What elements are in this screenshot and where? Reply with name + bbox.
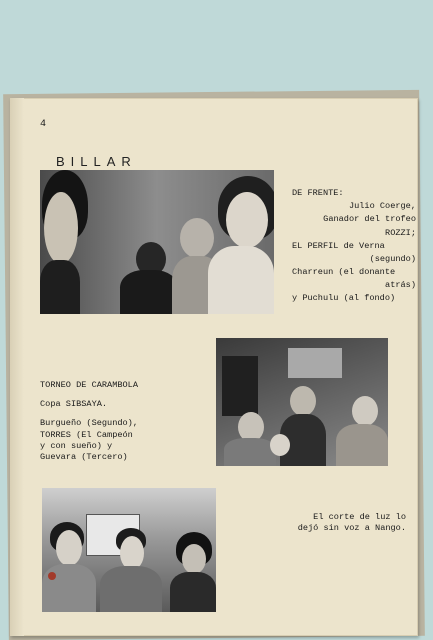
caption-line: Copa SIBSAYA. bbox=[40, 399, 108, 410]
caption-carambola-tournament bbox=[40, 380, 210, 463]
caption-trophy-winners bbox=[292, 188, 416, 307]
caption-line: Ganador del trofeo bbox=[323, 214, 416, 225]
profile-person-shoulder bbox=[40, 260, 80, 314]
caption-line: y Puchulu (al fondo) bbox=[292, 293, 396, 304]
right-man-head bbox=[352, 396, 378, 426]
photo-trophy-winners bbox=[40, 170, 274, 314]
caption-line: El corte de luz lo bbox=[313, 512, 406, 522]
caption-line: DE FRENTE: bbox=[292, 188, 344, 198]
caption-line: (segundo) bbox=[369, 253, 416, 264]
caption-line: Burgueño (Segundo), bbox=[40, 418, 138, 429]
profile-person-face bbox=[44, 192, 78, 264]
red-mark bbox=[48, 572, 56, 580]
right-man-body bbox=[170, 572, 216, 612]
caption-line: atrás) bbox=[385, 280, 416, 291]
child-head bbox=[270, 434, 290, 456]
caption-line: dejó sin voz a Nango. bbox=[297, 523, 406, 534]
photo-power-cut bbox=[42, 488, 216, 612]
left-man-face bbox=[56, 530, 82, 566]
caption-line: EL PERFIL de Verna bbox=[292, 240, 385, 251]
caption-line: Guevara (Tercero) bbox=[40, 451, 128, 462]
caption-line: Julio Coerge, bbox=[348, 201, 416, 212]
page-number: 4 bbox=[40, 119, 47, 130]
front-man-face bbox=[226, 192, 268, 248]
older-man-head bbox=[180, 218, 214, 258]
section-title: BILLAR bbox=[56, 154, 137, 169]
right-man-body bbox=[336, 424, 388, 466]
caption-line: ROZZI; bbox=[385, 227, 416, 238]
caption-line: TORRES (El Campeón bbox=[40, 429, 133, 440]
caption-line: TORNEO DE CARAMBOLA bbox=[40, 380, 138, 390]
magazine-page bbox=[10, 98, 418, 636]
caption-line: y con sueño) y bbox=[40, 440, 113, 451]
background-person-body bbox=[120, 270, 178, 314]
middle-man-shirt bbox=[100, 566, 162, 612]
caption-spacer bbox=[40, 410, 210, 418]
caption-line: Charreun (el donante bbox=[292, 267, 396, 278]
caption-power-cut bbox=[272, 512, 406, 534]
man-with-glasses-head bbox=[290, 386, 316, 416]
seated-woman-body bbox=[224, 438, 276, 466]
middle-man-face bbox=[120, 536, 144, 570]
window-light bbox=[288, 348, 342, 378]
front-man-shirt bbox=[208, 246, 274, 314]
caption-spacer bbox=[40, 391, 210, 399]
wall-cabinet bbox=[222, 356, 258, 416]
right-man-face bbox=[182, 544, 206, 574]
photo-carambola-tournament bbox=[216, 338, 388, 466]
